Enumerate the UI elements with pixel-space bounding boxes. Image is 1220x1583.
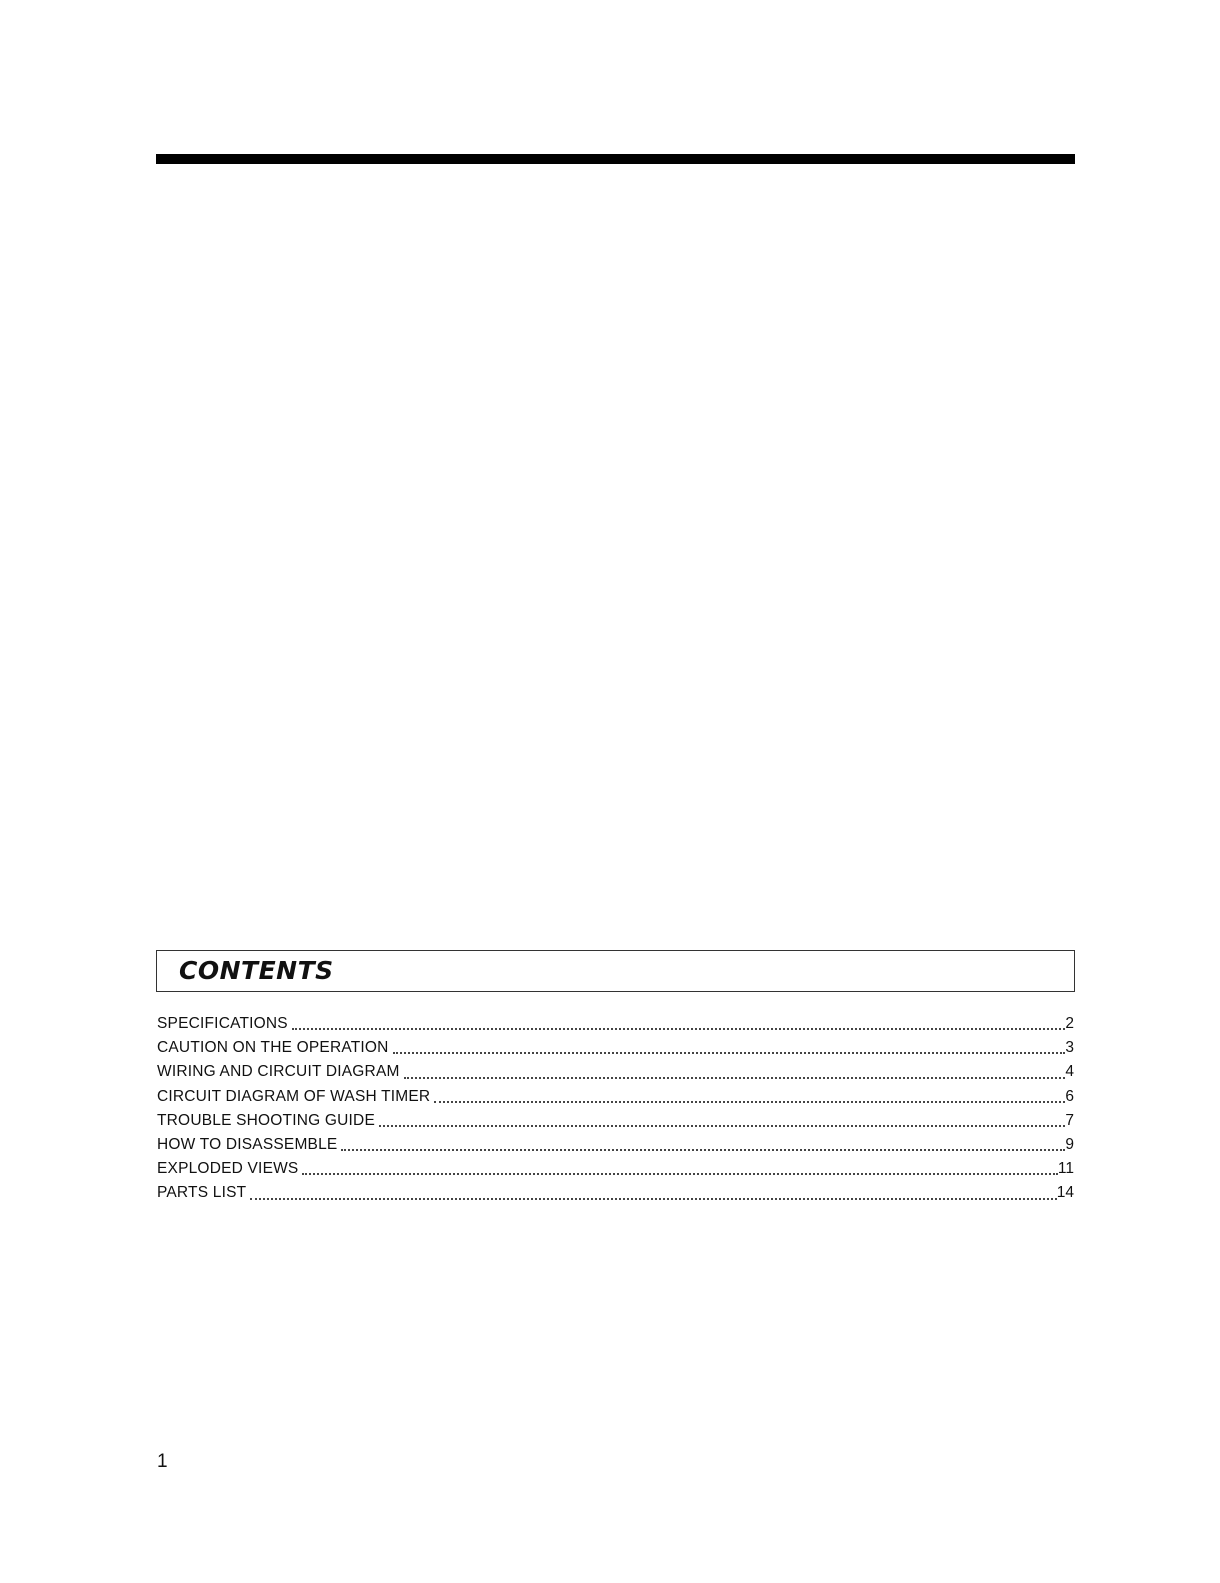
toc-entry-parts-list[interactable] [157, 1181, 1074, 1205]
toc-entry-label: HOW TO DISASSEMBLE [157, 1135, 338, 1153]
contents-heading-box [156, 950, 1075, 992]
toc-entry-label: CIRCUIT DIAGRAM OF WASH TIMER [157, 1087, 431, 1105]
toc-entry-how-to-disassemble[interactable] [157, 1133, 1074, 1157]
dot-leader [341, 1148, 1065, 1151]
toc-entry-page: 3 [1065, 1039, 1074, 1057]
toc-entry-caution-on-the-operation[interactable] [157, 1036, 1074, 1060]
toc-entry-label: WIRING AND CIRCUIT DIAGRAM [157, 1063, 400, 1081]
page-number: 1 [157, 1451, 168, 1472]
dot-leader [250, 1197, 1056, 1200]
toc-entry-exploded-views[interactable] [157, 1157, 1074, 1181]
toc-entry-wiring-and-circuit-diagram[interactable] [157, 1060, 1074, 1084]
toc-entry-page: 6 [1065, 1087, 1074, 1105]
toc-entry-page: 14 [1056, 1184, 1074, 1202]
toc-entry-page: 11 [1057, 1160, 1074, 1178]
header-rule [156, 154, 1075, 164]
dot-leader [292, 1027, 1066, 1030]
toc-entry-page: 2 [1065, 1015, 1074, 1032]
toc-entry-label: EXPLODED VIEWS [157, 1160, 299, 1178]
toc-entry-label: SPECIFICATIONS [157, 1015, 288, 1032]
dot-leader [434, 1100, 1065, 1103]
toc-entry-circuit-diagram-of-wash-timer[interactable] [157, 1085, 1074, 1109]
table-of-contents [157, 1012, 1074, 1206]
contents-title: CONTENTS [179, 956, 334, 985]
dot-leader [404, 1076, 1066, 1079]
toc-entry-specifications[interactable] [157, 1012, 1074, 1036]
dot-leader [302, 1172, 1057, 1175]
dot-leader [393, 1051, 1066, 1054]
toc-entry-label: TROUBLE SHOOTING GUIDE [157, 1111, 375, 1129]
toc-entry-label: PARTS LIST [157, 1184, 247, 1202]
toc-entry-label: CAUTION ON THE OPERATION [157, 1039, 389, 1057]
dot-leader [379, 1124, 1065, 1127]
toc-entry-trouble-shooting-guide[interactable] [157, 1109, 1074, 1133]
toc-entry-page: 4 [1065, 1063, 1074, 1081]
toc-entry-page: 7 [1065, 1111, 1074, 1129]
toc-entry-page: 9 [1065, 1135, 1074, 1153]
